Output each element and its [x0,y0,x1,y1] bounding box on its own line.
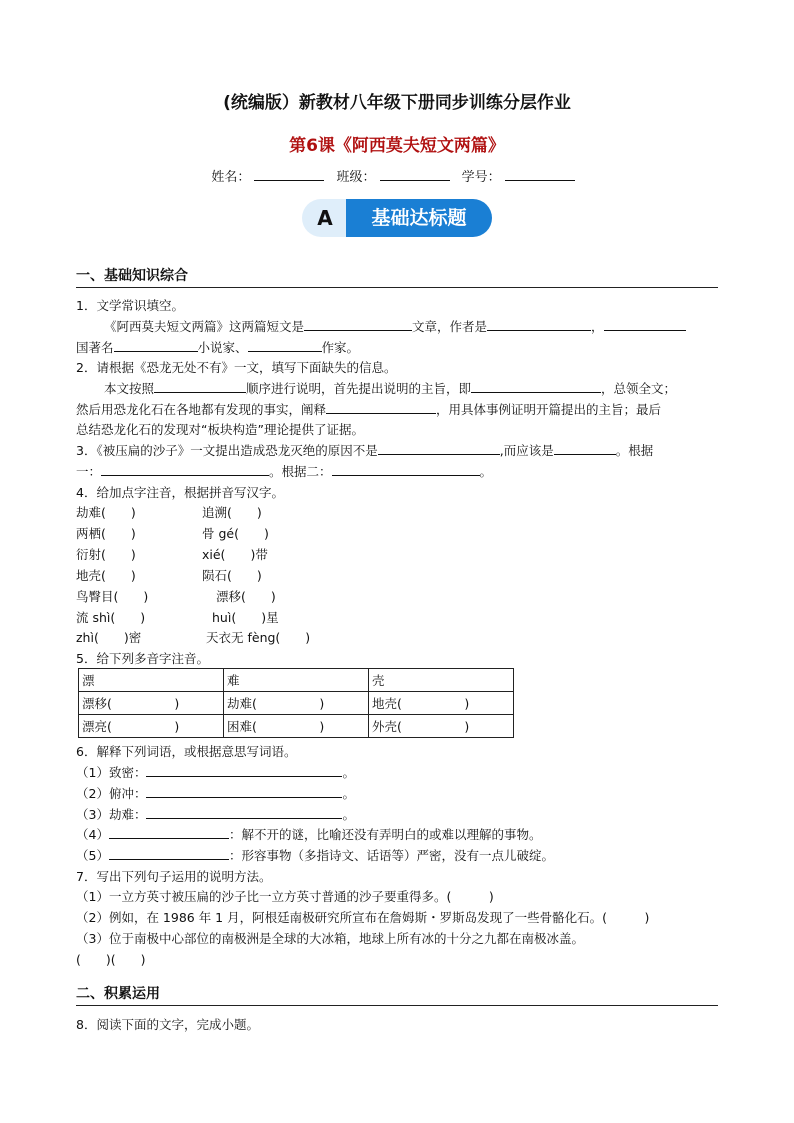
q4-row-4-right: 陨石( ) [202,568,262,583]
q6-blank-1[interactable] [146,764,342,777]
level-badge [302,199,492,237]
section-2-rule [76,1005,718,1006]
q3-line-1: 3．《被压扁的沙子》一文提出造成恐龙灭绝的原因不是 ,而应该是 。根据 [76,443,654,458]
table-cell[interactable]: 漂亮( ) [79,715,224,738]
q6-item-3: （3）劫难： 。 [76,807,355,822]
name-label: 姓名： [211,170,251,185]
q6-blank-3[interactable] [146,806,342,819]
class-label: 班级： [336,170,376,185]
q1-head: 1．文学常识填空。 [76,298,184,313]
table-cell[interactable]: 劫难( ) [224,692,369,715]
class-blank[interactable] [380,179,450,181]
table-row [79,692,514,715]
table-row [79,715,514,738]
document-title: (统编版）新教材八年级下册同步训练分层作业 [223,93,571,113]
q1-blank-5[interactable] [248,339,322,352]
q4-row-1-left: 劫难( ) [76,505,136,520]
q4-row-4-left: 地壳( ) [76,568,136,583]
q4-row-7-right: 天衣无 fèng( ) [206,630,311,645]
q2-line-1: 本文按照 顺序进行说明，首先提出说明的主旨，即 ，总领全文； [104,381,677,396]
student-info-row [0,166,794,185]
q2-head: 2．请根据《恐龙无处不有》一文，填写下面缺失的信息。 [76,360,397,375]
q4-row-7-left: zhì( )密 [76,630,142,645]
name-blank[interactable] [254,179,324,181]
q6-blank-5[interactable] [109,847,229,860]
q1-blank-1[interactable] [304,318,412,331]
q2-blank-1[interactable] [154,380,246,393]
badge-text: 基础达标题 [346,199,492,237]
q4-row-5-right: 漂移( ) [216,589,276,604]
table-cell: 漂 [79,669,224,692]
q3-line-2: 一： 。根据二： 。 [76,464,493,479]
section-1-title: 一、基础知识综合 [76,268,188,284]
q1-line-2: 国著名 小说家、 作家。 [76,340,360,355]
q3-blank-2[interactable] [554,442,616,455]
q7-sentence-2: （2）例如，在 1986 年 1 月，阿根廷南极研究所宣布在詹姆斯・罗斯岛发现了一些骨骼化石。( ) [76,910,650,925]
table-cell[interactable]: 困难( ) [224,715,369,738]
q4-row-2-left: 两栖( ) [76,526,136,541]
q7-head: 7．写出下列句子运用的说明方法。 [76,869,272,884]
number-blank[interactable] [505,179,575,181]
q3-blank-3[interactable] [101,463,269,476]
q3-blank-1[interactable] [378,442,500,455]
q2-line-3: 总结恐龙化石的发现对“板块构造”理论提供了证据。 [76,422,364,437]
q4-row-1-right: 追溯( ) [202,505,262,520]
q8-head: 8．阅读下面的文字，完成小题。 [76,1017,259,1032]
q1-line-1: 《阿西莫夫短文两篇》这两篇短文是 文章，作者是 ， [104,318,686,336]
q4-row-3-right: xié( )带 [202,547,268,562]
q6-item-5: （5） ：形容事物（多指诗文、话语等）严密，没有一点儿破绽。 [76,848,554,863]
q6-blank-2[interactable] [146,785,342,798]
number-label: 学号： [461,170,501,185]
q7-sentence-1: （1）一立方英寸被压扁的沙子比一立方英寸普通的沙子要重得多。( ) [76,889,494,904]
q6-item-2: （2）俯冲： 。 [76,786,355,801]
table-cell[interactable]: 漂移( ) [79,692,224,715]
q6-item-1: （1）致密： 。 [76,765,355,780]
section-1-rule [76,287,718,288]
q2-line-2: 然后用恐龙化石在各地都有发现的事实，阐释 ，用具体事例证明开篇提出的主旨；最后 [76,402,662,417]
table-cell: 难 [224,669,369,692]
q2-blank-2[interactable] [471,380,601,393]
q6-head: 6．解释下列词语，或根据意思写词语。 [76,744,297,759]
q6-blank-4[interactable] [109,826,229,839]
q1-blank-2[interactable] [487,318,591,331]
table-cell[interactable]: 地壳( ) [369,692,514,715]
lesson-title: 第6课《阿西莫夫短文两篇》 [289,136,505,156]
section-2-title: 二、积累运用 [76,986,160,1002]
q7-sentence-3: （3）位于南极中心部位的南极洲是全球的大冰箱，地球上所有冰的十分之九都在南极冰盖。 [76,931,584,946]
q5-head: 5．给下列多音字注音。 [76,651,209,666]
q2-blank-3[interactable] [326,401,436,414]
q4-row-3-left: 衍射( ) [76,547,136,562]
polyphone-table [78,668,514,738]
badge-letter: A [302,199,348,237]
q3-blank-4[interactable] [332,463,480,476]
q6-item-4: （4） ：解不开的谜，比喻还没有弄明白的或难以理解的事物。 [76,827,542,842]
q4-row-6-right: huì( )星 [212,610,279,625]
q4-row-6-left: 流 shì( ) [76,610,146,625]
q4-row-2-right: 骨 gé( ) [202,526,269,541]
table-row [79,669,514,692]
q7-sentence-3-answers[interactable]: ( )( ) [76,952,146,967]
q4-row-5-left: 鸟臀目( ) [76,589,149,604]
table-cell: 壳 [369,669,514,692]
table-cell[interactable]: 外壳( ) [369,715,514,738]
q1-blank-4[interactable] [114,339,198,352]
q4-head: 4．给加点字注音，根据拼音写汉字。 [76,485,284,500]
q1-blank-3[interactable] [604,318,686,331]
